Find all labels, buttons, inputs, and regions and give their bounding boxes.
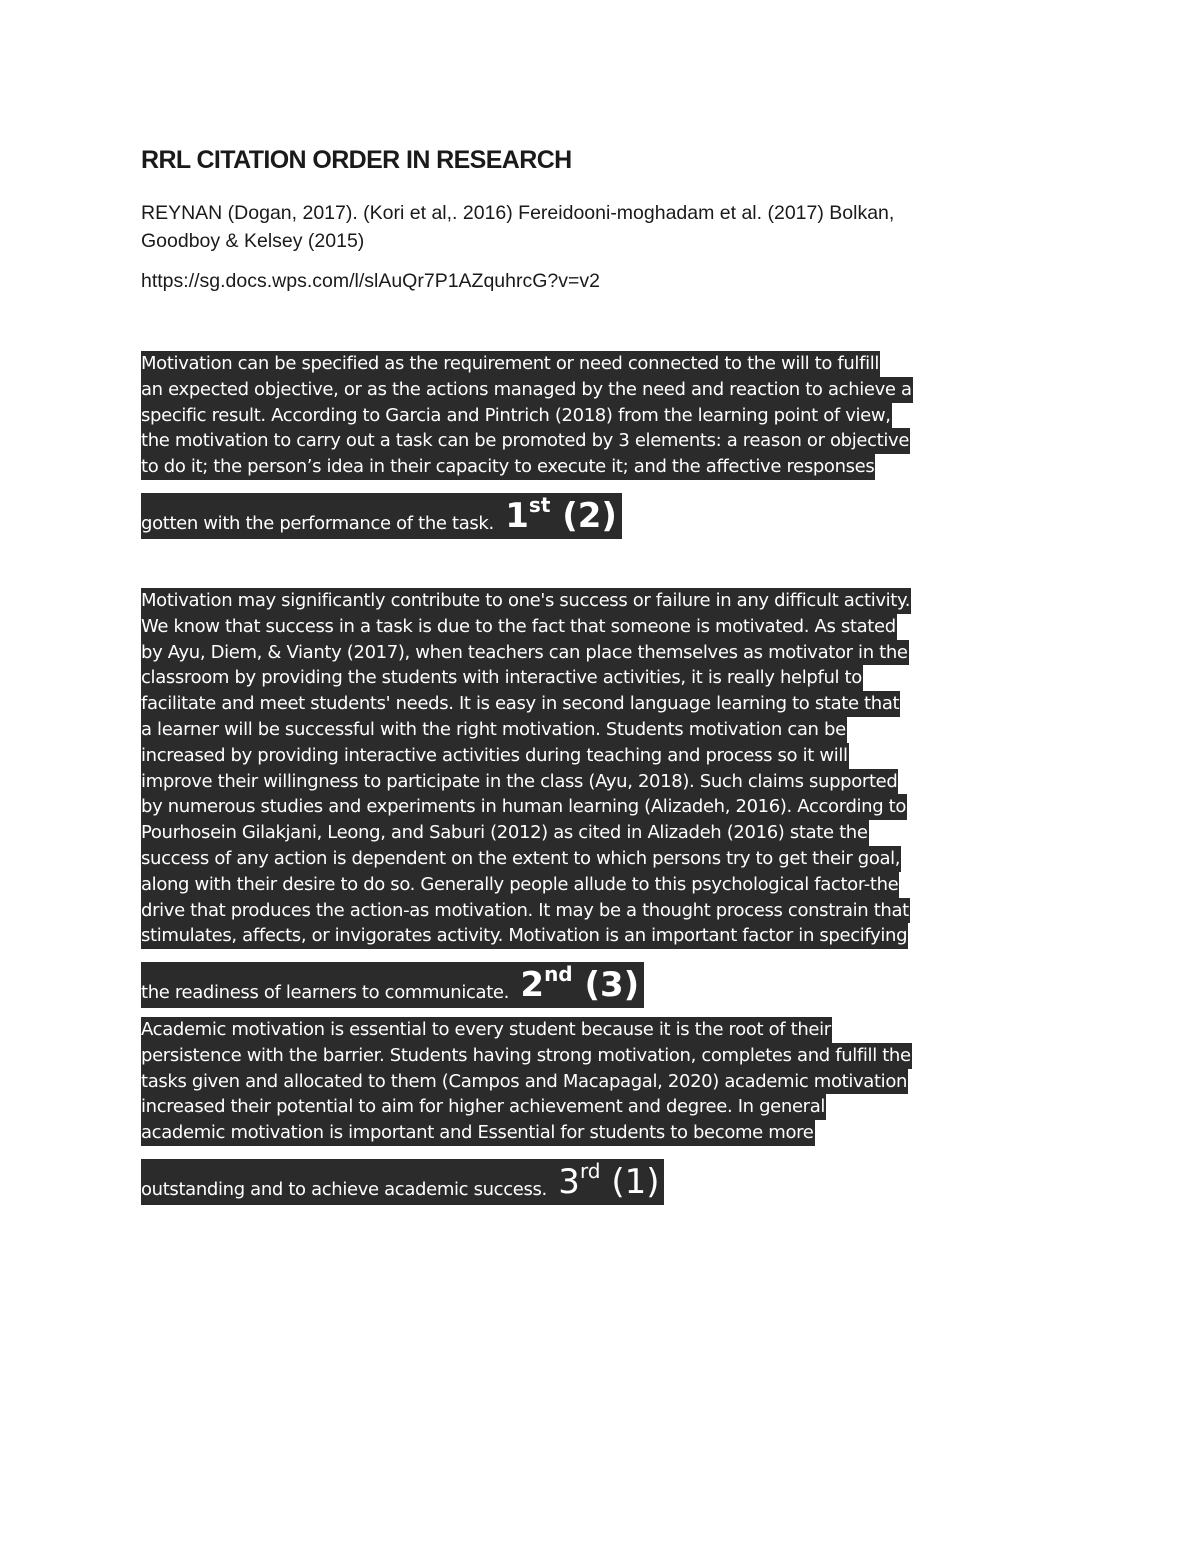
rank-number: 3 bbox=[558, 1161, 580, 1202]
rank-number: 2 bbox=[520, 965, 545, 1006]
paragraph-line-text: gotten with the performance of the task. bbox=[141, 512, 500, 534]
rank-paren: (3) bbox=[572, 965, 640, 1006]
paragraph-line: We know that success in a task is due to the fact that someone is motivated. As stated bbox=[141, 614, 897, 640]
rrl-paragraph-3 bbox=[141, 1017, 912, 1205]
page-title: RRL CITATION ORDER IN RESEARCH bbox=[141, 146, 572, 174]
rank-paren: (1) bbox=[600, 1161, 660, 1202]
paragraph-line: an expected objective, or as the actions managed by the need and reaction to achieve a bbox=[141, 377, 913, 403]
paragraph-line: improve their willingness to participate in the class (Ayu, 2018). Such claims supported bbox=[141, 769, 898, 795]
paragraph-line: facilitate and meet students' needs. It is easy in second language learning to state that bbox=[141, 691, 900, 717]
rrl-paragraph-2 bbox=[141, 588, 911, 1008]
document-link: https://sg.docs.wps.com/l/slAuQr7P1AZquhrcG?v=v2 bbox=[141, 270, 600, 292]
paragraph-line-text: the readiness of learners to communicate. bbox=[141, 982, 515, 1004]
paragraph-line: stimulates, affects, or invigorates activity. Motivation is an important factor in specifying bbox=[141, 923, 908, 949]
rank-number: 1 bbox=[505, 495, 529, 536]
paragraph-line: Academic motivation is essential to every student because it is the root of their bbox=[141, 1017, 832, 1043]
rank-suffix: nd bbox=[544, 962, 573, 987]
paragraph-line: classroom by providing the students with interactive activities, it is really helpful to bbox=[141, 665, 863, 691]
paragraph-line: Motivation can be specified as the requirement or need connected to the will to fulfill bbox=[141, 351, 880, 377]
paragraph-line: academic motivation is important and Essential for students to become more bbox=[141, 1120, 815, 1146]
paragraph-line: a learner will be successful with the right motivation. Students motivation can be bbox=[141, 717, 847, 743]
paragraph-line: increased by providing interactive activities during teaching and process so it will bbox=[141, 743, 849, 769]
author-citations bbox=[141, 199, 1021, 255]
paragraph-line: success of any action is dependent on the extent to which persons try to get their goal, bbox=[141, 846, 901, 872]
paragraph-line: tasks given and allocated to them (Campos and Macapagal, 2020) academic motivation bbox=[141, 1069, 908, 1095]
paragraph-line: Pourhosein Gilakjani, Leong, and Saburi (2012) as cited in Alizadeh (2016) state the bbox=[141, 820, 869, 846]
paragraph-line: persistence with the barrier. Students having strong motivation, completes and fulfill the bbox=[141, 1043, 912, 1069]
paragraph-last-line bbox=[141, 493, 622, 539]
paragraph-line: along with their desire to do so. Generally people allude to this psychological factor-the bbox=[141, 872, 899, 898]
rank-label-2 bbox=[516, 962, 643, 1008]
paragraph-line: the motivation to carry out a task can be promoted by 3 elements: a reason or objective bbox=[141, 428, 910, 454]
paragraph-last-line bbox=[141, 1159, 664, 1205]
paragraph-line: by numerous studies and experiments in human learning (Alizadeh, 2016). According to bbox=[141, 794, 907, 820]
rrl-paragraph-1 bbox=[141, 351, 913, 539]
paragraph-line: increased their potential to aim for higher achievement and degree. In general bbox=[141, 1094, 826, 1120]
paragraph-line: Motivation may significantly contribute to one's success or failure in any difficult activity. bbox=[141, 588, 911, 614]
rank-label-3 bbox=[554, 1159, 663, 1205]
author-citations-line-1: REYNAN (Dogan, 2017). (Kori et al,. 2016) Fereidooni-moghadam et al. (2017) Bolkan, bbox=[141, 202, 895, 224]
paragraph-line-text: outstanding and to achieve academic success. bbox=[141, 1178, 553, 1200]
paragraph-line: specific result. According to Garcia and Pintrich (2018) from the learning point of view, bbox=[141, 403, 892, 429]
rank-suffix: st bbox=[528, 492, 551, 517]
paragraph-line: to do it; the person’s idea in their capacity to execute it; and the affective responses bbox=[141, 454, 875, 480]
paragraph-line: drive that produces the action-as motivation. It may be a thought process constrain that bbox=[141, 898, 910, 924]
author-citations-line-2: Goodboy & Kelsey (2015) bbox=[141, 230, 365, 252]
rank-label-1 bbox=[501, 493, 621, 539]
rank-suffix: rd bbox=[579, 1158, 601, 1183]
paragraph-last-line bbox=[141, 962, 644, 1008]
rank-paren: (2) bbox=[550, 495, 617, 536]
paragraph-line: by Ayu, Diem, & Vianty (2017), when teachers can place themselves as motivator in the bbox=[141, 640, 909, 666]
